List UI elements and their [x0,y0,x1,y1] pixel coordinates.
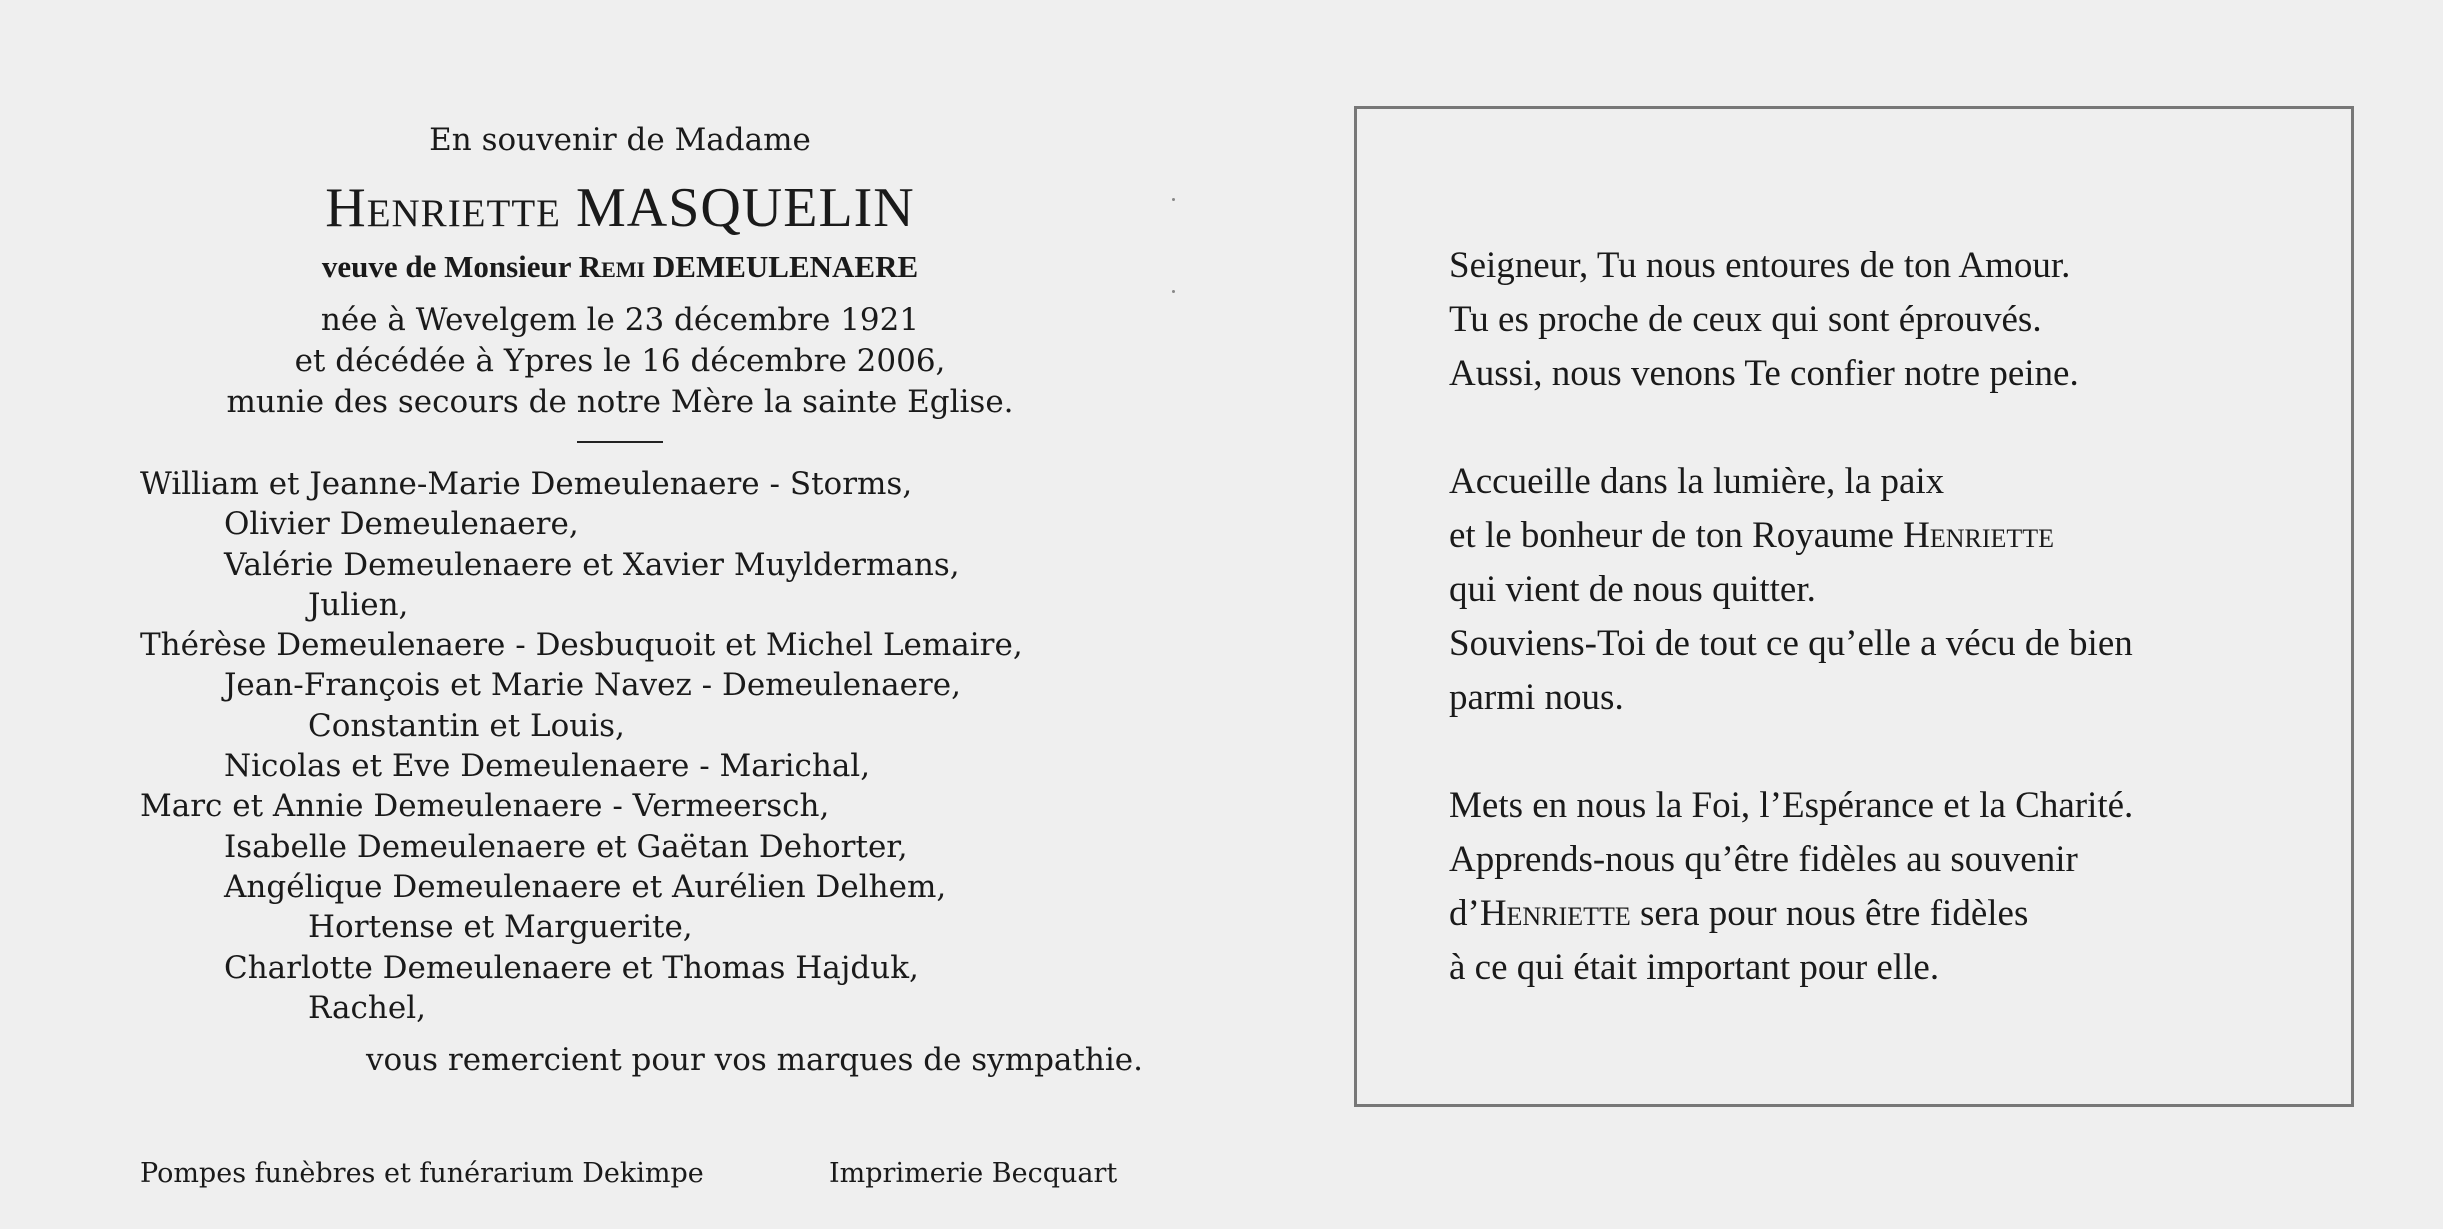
family-line: Angélique Demeulenaere et Aurélien Delhem, [224,868,947,905]
prayer-name: Henriette [1903,515,2055,556]
prayer-stanza [1449,239,2133,401]
family-line: Olivier Demeulenaere, [224,506,579,543]
prayer-line: qui vient de nous quitter. [1449,569,1816,610]
prayer-stanza [1449,779,2133,995]
prayer-line: Mets en nous la Foi, l’Espérance et la Charité. [1449,785,2134,826]
prayer-line: Souviens-Toi de tout ce qu’elle a vécu de bien [1449,623,2133,664]
family-line: Thérèse Demeulenaere - Desbuquoit et Michel Lemaire, [140,627,1023,664]
prayer-line: Accueille dans la lumière, la paix [1449,461,1945,502]
family-list [140,464,1190,1080]
prayer-fragment: sera pour nous être fidèles [1639,893,2029,934]
prayer-line [1449,887,2133,941]
family-line: Julien, [308,586,409,623]
family-line: Isabelle Demeulenaere et Gaëtan Dehorter, [224,828,908,865]
prayer-fragment: et le bonheur de ton Royaume [1449,515,1894,556]
prayer-line: Seigneur, Tu nous entoures de ton Amour. [1449,245,2071,286]
widow-line [200,246,1040,288]
rites-line: munie des secours de notre Mère la sainte Eglise. [226,384,1014,420]
memorial-header [200,118,1040,443]
prayer-line [1449,509,2133,563]
printer-credit: Imprimerie Becquart [829,1158,1118,1189]
fold-mark [1172,198,1175,201]
prayer-line: à ce qui était important pour elle. [1449,947,1940,988]
family-line: Marc et Annie Demeulenaere - Vermeersch, [140,788,830,825]
deceased-first-name: Henriette [325,177,561,239]
intro-line: En souvenir de Madame [429,122,811,158]
family-line: Constantin et Louis, [308,707,625,744]
prayer-frame [1354,106,2354,1107]
divider [577,441,663,443]
thanks-line: vous remercient pour vos marques de sympathie. [366,1042,1143,1079]
family-line: Valérie Demeulenaere et Xavier Muyldermans, [224,546,960,583]
family-line: Hortense et Marguerite, [308,909,693,946]
life-dates [200,300,1040,423]
family-line: Charlotte Demeulenaere et Thomas Hajduk, [224,949,919,986]
deceased-name [200,170,1040,246]
family-line: Nicolas et Eve Demeulenaere - Marichal, [224,748,871,785]
family-line: Rachel, [308,989,426,1026]
deceased-last-name: MASQUELIN [575,177,915,239]
prayer-line: parmi nous. [1449,677,1624,718]
family-line: Jean-François et Marie Navez - Demeulenaere, [224,667,961,704]
prayer-line: Aussi, nous venons Te confier notre peine. [1449,353,2079,394]
prayer-text [1449,239,2133,995]
death-line: et décédée à Ypres le 16 décembre 2006, [294,343,946,379]
family-line: William et Jeanne-Marie Demeulenaere - Storms, [140,466,913,502]
prayer-name: Henriette [1479,893,1631,934]
widow-prefix: veuve de Monsieur [321,249,571,284]
husband-first-name: Remi [578,249,646,284]
prayer-line: Apprends-nous qu’être fidèles au souvenir [1449,839,2078,880]
fold-mark [1172,290,1175,293]
prayer-line: Tu es proche de ceux qui sont éprouvés. [1449,299,2042,340]
prayer-stanza [1449,455,2133,725]
prayer-fragment: d’ [1449,893,1480,934]
birth-line: née à Wevelgem le 23 décembre 1921 [320,302,920,338]
husband-last-name: DEMEULENAERE [652,249,919,284]
funeral-home-credit: Pompes funèbres et funérarium Dekimpe [140,1158,704,1189]
